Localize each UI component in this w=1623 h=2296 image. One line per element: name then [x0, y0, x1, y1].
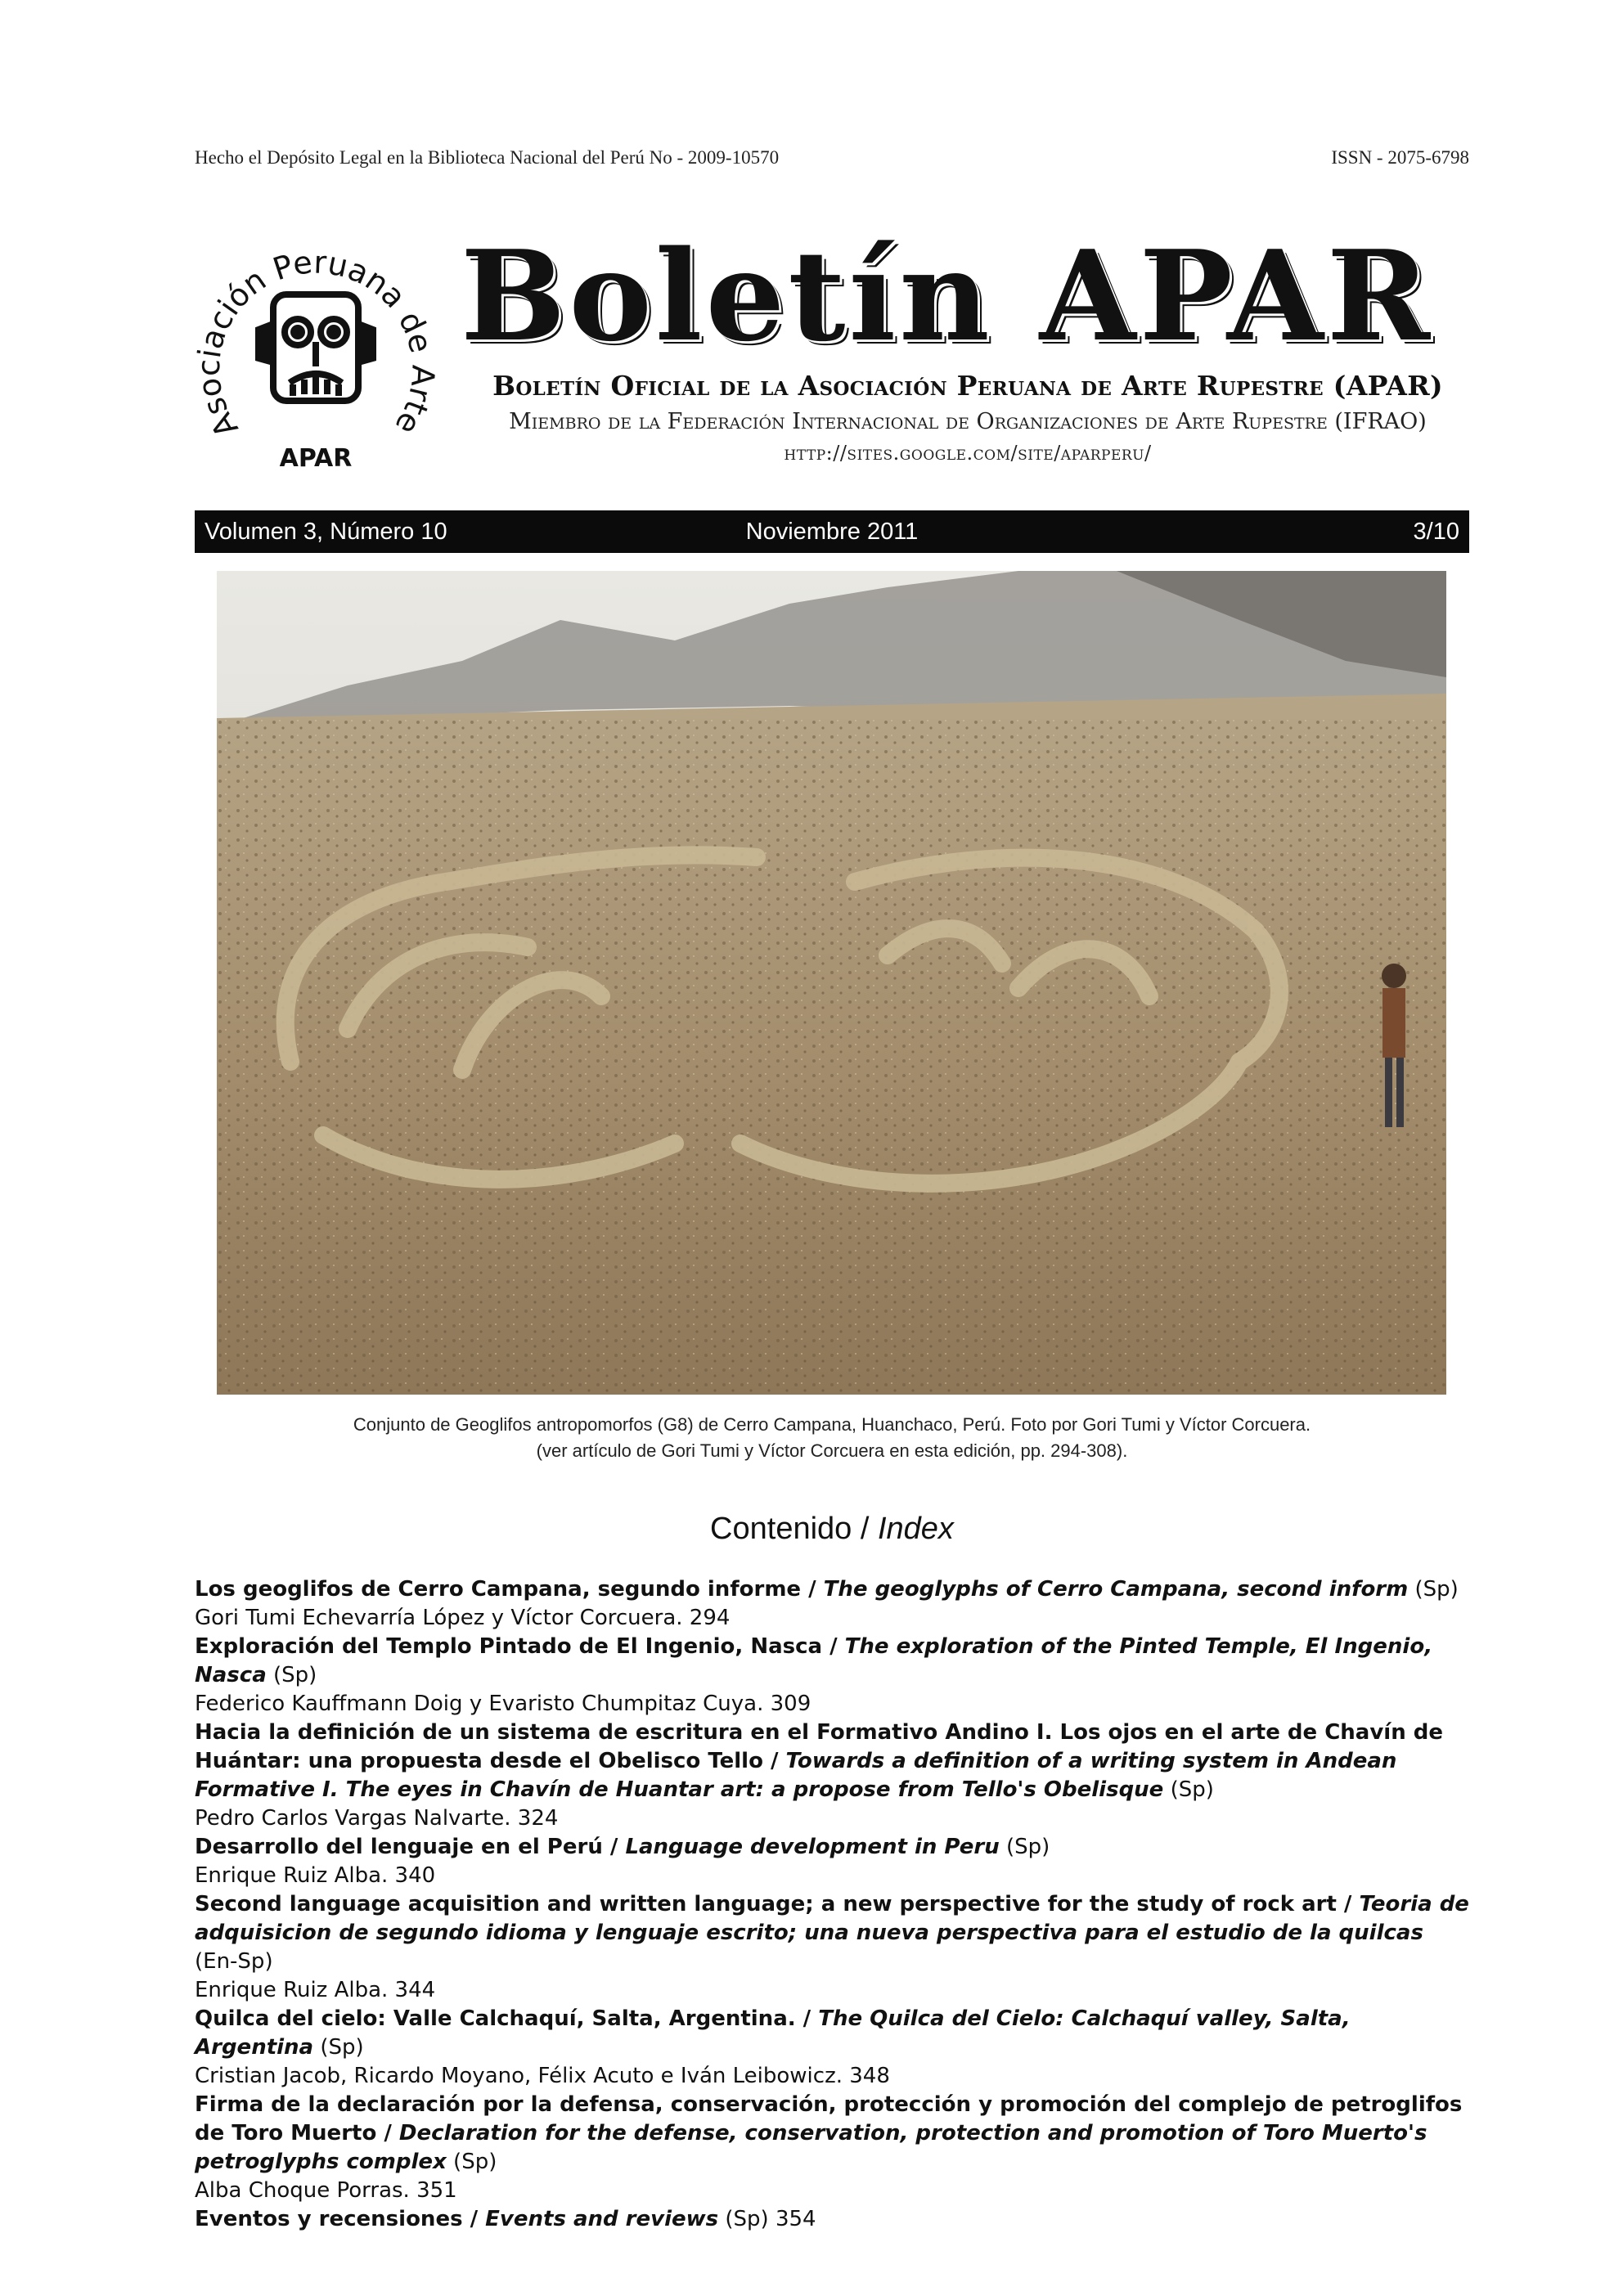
toc-entry	[195, 1719, 1469, 1833]
index-heading	[195, 1512, 1469, 1547]
issn-text: ISSN - 2075-6798	[1331, 147, 1469, 168]
issue-date: Noviembre 2011	[745, 519, 919, 545]
toc-entry	[195, 1633, 1469, 1719]
toc-entry-title: Desarrollo del lenguaje en el Perú / Language development in Peru (Sp)	[195, 1835, 1050, 1859]
toc-entry	[195, 1890, 1469, 2005]
toc-entry-title: Hacia la definición de un sistema de escritura en el Formativo Andino I. Los ojos en el arte de Chavín de Huántar: una propuesta desde el Obelisco Tello / Towards a definition of a writing system in Andean Formative I. The eyes in Chavín de Huantar art: a propose from Tello's Obelisque (Sp)	[195, 1720, 1444, 1802]
caption-line-1: Conjunto de Geoglifos antropomorfos (G8) de Cerro Campana, Huanchaco, Perú. Foto por Gori Tumi y Víctor Corcuera.	[353, 1414, 1311, 1435]
toc-entry-title: Exploración del Templo Pintado de El Ingenio, Nasca / The exploration of the Pinted Temple, El Ingenio, Nasca (Sp)	[195, 1634, 1433, 1687]
toc-entry-author: Enrique Ruiz Alba. 344	[195, 1978, 436, 2002]
apar-logo-icon	[193, 227, 438, 473]
apar-logo	[193, 227, 438, 473]
toc-entry-title: Quilca del cielo: Valle Calchaquí, Salta, Argentina. / The Quilca del Cielo: Calchaquí valley, Salta, Argentina (Sp)	[195, 2006, 1351, 2060]
toc-entry	[195, 2005, 1469, 2091]
toc-entry-author: Cristian Jacob, Ricardo Moyano, Félix Acuto e Iván Leibowicz. 348	[195, 2064, 890, 2088]
logo-acronym: APAR	[279, 444, 353, 473]
mask-face-icon	[259, 294, 373, 401]
bulletin-title: Boletín APAR	[461, 222, 1434, 369]
volume-bar	[195, 510, 1469, 553]
index-title-sp: Contenido /	[710, 1512, 878, 1546]
toc-entry-author: Enrique Ruiz Alba. 340	[195, 1863, 436, 1888]
toc-entry	[195, 2205, 1469, 2234]
toc-entry	[195, 2091, 1469, 2205]
toc-entry-author: Federico Kauffmann Doig y Evaristo Chumpitaz Cuya. 309	[195, 1692, 812, 1716]
deposit-text: Hecho el Depósito Legal en la Biblioteca Nacional del Perú No - 2009-10570	[195, 147, 780, 168]
toc-entry-title: Firma de la declaración por la defensa, conservación, protección y promoción del complejo de petroglifos de Toro Muerto / Declaration for the defense, conservation, protection and promotion of Toro Muerto's petroglyphs complex (Sp)	[195, 2092, 1463, 2174]
toc-entry-author: Pedro Carlos Vargas Nalvarte. 324	[195, 1806, 559, 1831]
toc-entry-author: Gori Tumi Echevarría López y Víctor Corcuera. 294	[195, 1606, 731, 1630]
toc-entry-title: Los geoglifos de Cerro Campana, segundo informe / The geoglyphs of Cerro Campana, second inform (Sp)	[195, 1577, 1459, 1602]
toc-entry	[195, 1575, 1469, 1633]
svg-text:Asociación Peruana de Arte Rup	[193, 227, 438, 452]
ifrao-member-line: Miembro de la Federación Internacional de Organizaciones de Arte Rupestre (IFRAO)	[509, 409, 1427, 434]
toc-entry-title: Second language acquisition and written language; a new perspective for the study of rock art / Teoria de adquisicion de segundo idioma y lenguaje escrito; una nueva perspectiva para el estudio de la quilcas (En-Sp)	[195, 1892, 1469, 1974]
index-title-en: Index	[877, 1512, 954, 1546]
caption-line-2: (ver artículo de Gori Tumi y Víctor Corcuera en esta edición, pp. 294-308).	[536, 1440, 1128, 1461]
bulletin-subtitle: Boletín Oficial de la Asociación Peruana de Arte Rupestre (APAR)	[492, 370, 1443, 402]
toc-entry-title: Eventos y recensiones / Events and reviews (Sp) 354	[195, 2207, 816, 2231]
issue-code: 3/10	[1413, 519, 1459, 545]
table-of-contents	[195, 1575, 1469, 2234]
legal-header	[195, 147, 1469, 168]
photo-caption	[195, 1412, 1469, 1464]
toc-entry-author: Alba Choque Porras. 351	[195, 2178, 457, 2203]
site-url: http://sites.google.com/site/aparperu/	[784, 442, 1152, 465]
volume-number: Volumen 3, Número 10	[205, 519, 447, 545]
toc-entry	[195, 1833, 1469, 1890]
logo-ring-text: Asociación Peruana de Arte	[193, 244, 438, 444]
cover-photo-geoglyphs	[217, 571, 1446, 1395]
